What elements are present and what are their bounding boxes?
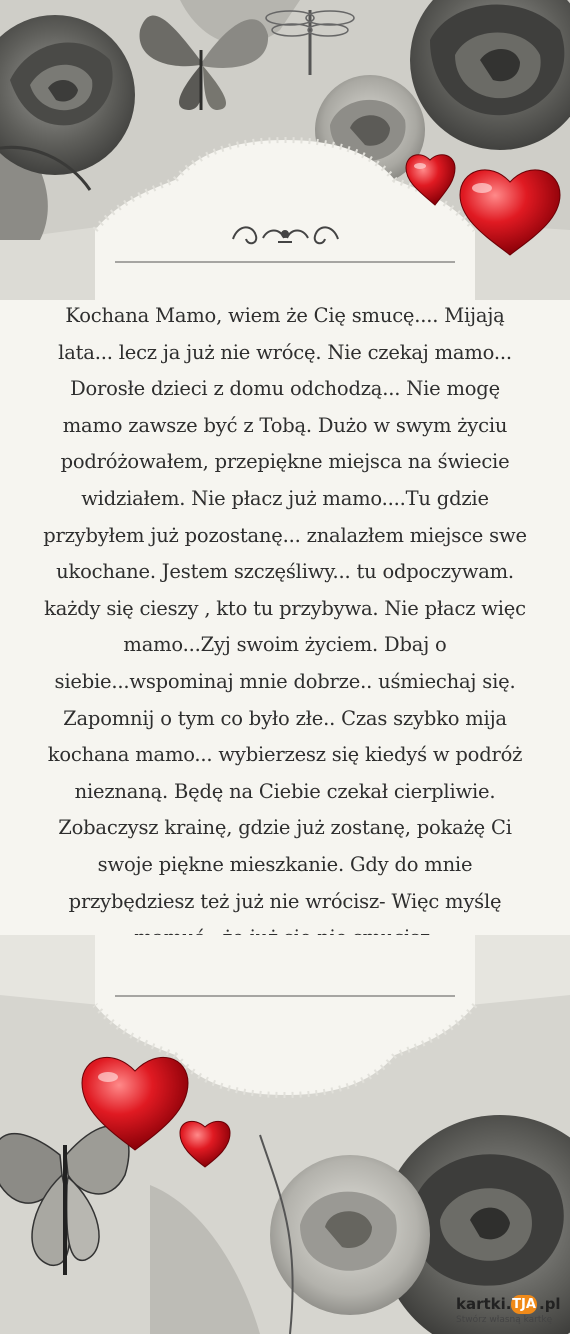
- brand-name: kartki.: [456, 1295, 512, 1313]
- bottom-decoration: [0, 935, 570, 1334]
- brand-tagline: Stwórz własną kartkę: [456, 1315, 553, 1325]
- rose-icon: [270, 1155, 430, 1315]
- brand-logo[interactable]: [456, 1295, 564, 1329]
- brand-badge: TJA: [512, 1297, 536, 1312]
- brand-tld: .pl: [539, 1295, 561, 1313]
- top-decoration: [0, 0, 570, 300]
- card-message: Kochana Mamo, wiem że Cię smucę.... Mijają lata... lecz ja już nie wrócę. Nie czekaj mamo... Dorosłe dzieci z domu odchodzą... Nie mogę mamo zawsze być z Tobą. Dużo w swym życiu podróżowałem, przepiękne miejsca na świecie widziałem. Nie płacz już mamo....Tu gdzie przybyłem już pozostanę... znalazłem miejsce swe ukochane. Jestem szczęśliwy... tu odpoczywam. każdy się cieszy , kto tu przybywa. Nie płacz więc mamo...Zyj swoim życiem. Dbaj o siebie...wspominaj mnie dobrze.. uśmiechaj się. Zapomnij o tym co było złe.. Czas szybko mija kochana mamo... wybierzesz się kiedyś w podróż nieznaną. Będę na Ciebie czekał cierpliwie. Zobaczysz krainę, gdzie już zostanę, pokażę Ci swoje piękne mieszkanie. Gdy do mnie przybędziesz też już nie wrócisz- Więc myślę: [43, 304, 527, 913]
